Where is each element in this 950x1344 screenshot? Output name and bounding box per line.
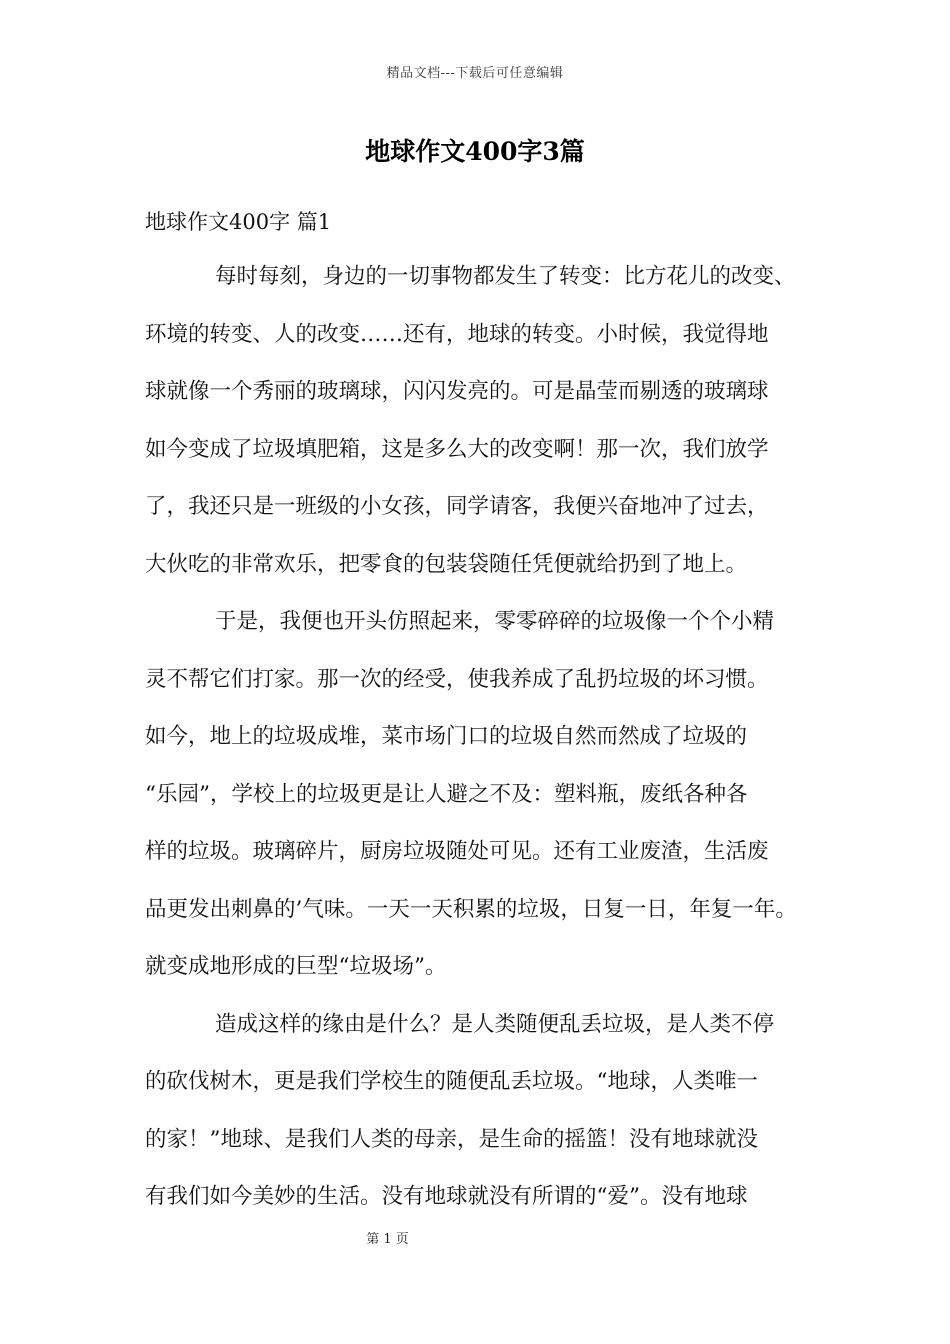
paragraph-line: 于是，我便也开头仿照起来，零零碎碎的垃圾像一个个小精 [215,609,775,634]
body-text [145,248,805,1226]
paragraph-line: 如今，地上的垃圾成堆，菜市场门口的垃圾自然而然成了垃圾的 [145,724,748,749]
paragraph-line: 大伙吃的非常欢乐，把零食的包装袋随任凭便就给扔到了地上。 [145,551,748,577]
section-heading: 地球作文400字 篇1 [145,210,332,234]
paragraph-line: 环境的转变、人的改变……还有，地球的转变。小时候，我觉得地 [145,321,769,347]
paragraph-line: 的砍伐树木，更是我们学校生的随便乱丢垃圾。“地球，人类唯一 [145,1069,758,1094]
paragraph-line: 灵不帮它们打家。那一次的经受，使我养成了乱扔垃圾的坏习惯。 [145,666,769,692]
paragraph-line: 就变成地形成的巨型“垃圾场”。 [145,954,447,979]
page-header: 精品文档---下载后可任意编辑 [386,66,564,81]
paragraph-line: 了，我还只是一班级的小女孩，同学请客，我便兴奋地冲了过去， [145,494,769,519]
paragraph-line: 每时每刻，身边的一切事物都发生了转变：比方花儿的改变、 [215,264,796,289]
document-title: 地球作文400字3篇 [365,137,585,166]
paragraph-line: 有我们如今美妙的生活。没有地球就没有所谓的“爱”。没有地球 [145,1184,748,1209]
paragraph-line: 的家！”地球、是我们人类的母亲，是生命的摇篮！没有地球就没 [145,1126,758,1152]
paragraph-line: “乐园”，学校上的垃圾更是让人避之不及：塑料瓶，废纸各种各 [145,781,748,807]
paragraph-line: 如今变成了垃圾填肥箱，这是多么大的改变啊！那一次，我们放学 [145,436,769,462]
paragraph-line: 品更发出刺鼻的’气味。一天一天积累的垃圾，日复一日，年复一年。 [145,896,797,922]
paragraph-line: 样的垃圾。玻璃碎片，厨房垃圾随处可见。还有工业废渣，生活废 [145,839,769,864]
page-number: 第 1 页 [366,1232,409,1247]
paragraph-line: 造成这样的缘由是什么？是人类随便乱丢垃圾，是人类不停 [215,1011,775,1037]
paragraph-line: 球就像一个秀丽的玻璃球，闪闪发亮的。可是晶莹而剔透的玻璃球 [145,379,769,404]
